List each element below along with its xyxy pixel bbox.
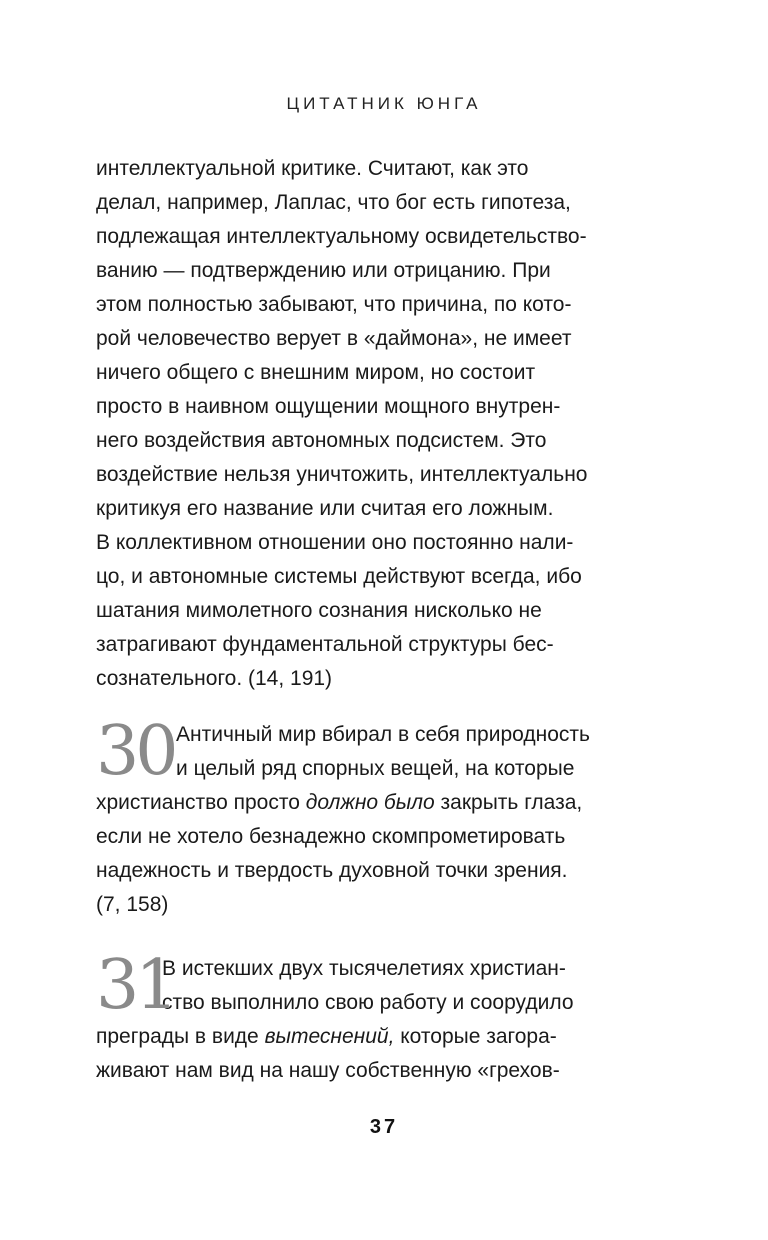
text-run: закрыть глаза, xyxy=(434,791,583,814)
text-line: интеллектуальной критике. Считают, как это xyxy=(96,157,529,180)
text-run: христианство просто xyxy=(96,791,306,814)
text-line: шатания мимолетного сознания нисколько не xyxy=(96,599,542,622)
text-line: ничего общего с внешним миром, но состоит xyxy=(96,361,536,384)
text-line: сознательного. (14, 191) xyxy=(96,667,333,690)
text-line: воздействие нельзя уничтожить, интеллектуально xyxy=(96,463,588,486)
text-line: делал, например, Лаплас, что бог есть гипотеза, xyxy=(96,191,571,214)
continued-paragraph xyxy=(96,152,656,696)
text-line: этом полностью забывают, что причина, по кото- xyxy=(96,293,572,316)
text-line: живают нам вид на нашу собственную «грехов- xyxy=(96,1059,560,1082)
text-line: (7, 158) xyxy=(96,893,169,916)
quote-entry-31 xyxy=(96,946,656,1088)
text-line: него воздействия автономных подсистем. Это xyxy=(96,429,547,452)
text-line: надежность и твердость духовной точки зрения. xyxy=(96,859,568,882)
entry-number: 30 xyxy=(96,712,175,791)
text-line: рой человечество верует в «даймона», не имеет xyxy=(96,327,572,350)
text-run: преграды в виде xyxy=(96,1025,265,1048)
text-line: просто в наивном ощущении мощного внутрен- xyxy=(96,395,561,418)
quote-entry-30 xyxy=(96,712,656,922)
entry-text xyxy=(96,946,656,1088)
entry-text xyxy=(96,712,656,922)
text-line: если не хотело безнадежно скомпрометировать xyxy=(96,825,566,848)
running-title: ЦИТАТНИК ЮНГА xyxy=(286,94,482,113)
text-line: ство выполнило свою работу и соорудило xyxy=(162,991,574,1014)
text-run: которые загора- xyxy=(394,1025,557,1048)
page-number: 37 xyxy=(369,1116,399,1138)
text-line: цо, и автономные системы действуют всегда, ибо xyxy=(96,565,582,588)
entry-number: 31 xyxy=(96,946,175,1025)
text-line: затрагивают фундаментальной структуры бес- xyxy=(96,633,554,656)
text-line: ванию — подтверждению или отрицанию. При xyxy=(96,259,551,282)
text-line: подлежащая интеллектуальному освидетельство- xyxy=(96,225,587,248)
italic-emphasis: вытеснений, xyxy=(264,1025,395,1048)
text-line: В коллективном отношении оно постоянно нали- xyxy=(96,531,574,554)
italic-emphasis: должно было xyxy=(305,791,435,814)
text-line: и целый ряд спорных вещей, на которые xyxy=(176,757,575,780)
text-line: критикуя его название или считая его ложным. xyxy=(96,497,554,520)
text-line xyxy=(96,1020,656,1054)
text-line: Античный мир вбирал в себя природность xyxy=(176,723,590,746)
text-line: В истекших двух тысячелетиях христиан- xyxy=(162,957,566,980)
text-line xyxy=(96,786,656,820)
